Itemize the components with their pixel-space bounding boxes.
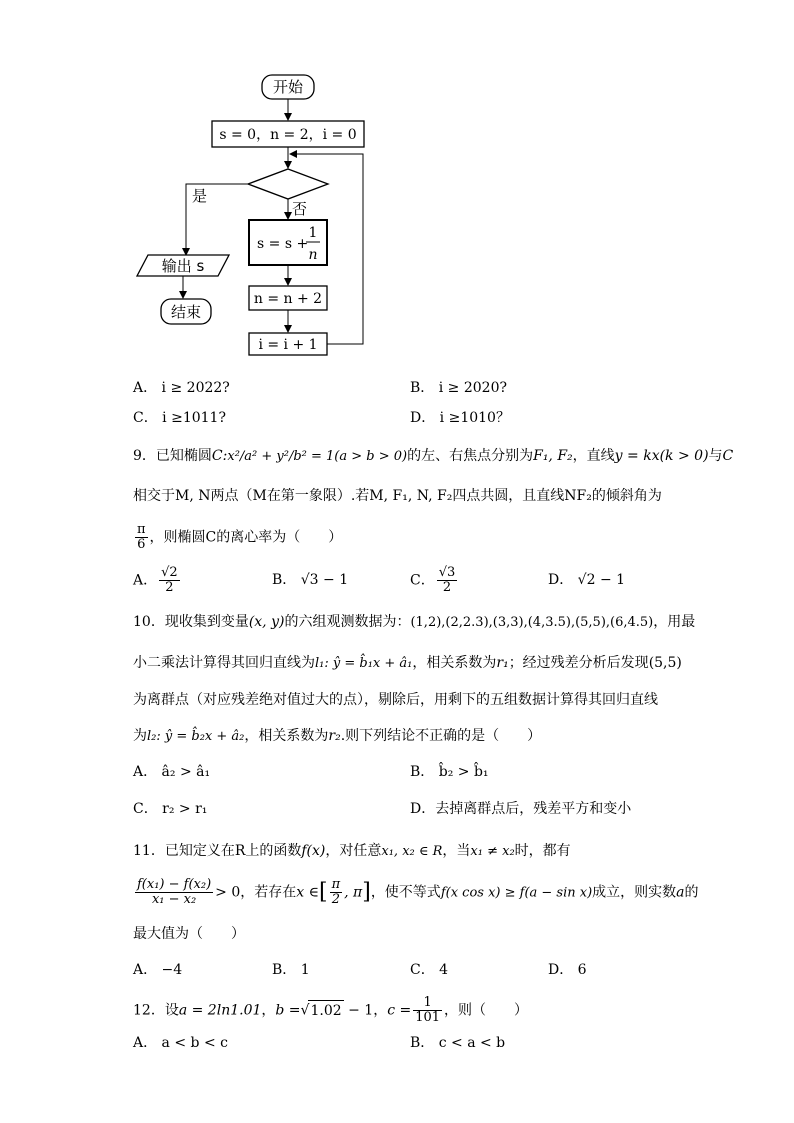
option-fraction xyxy=(159,566,180,595)
q12-option-b: B． c < a < b xyxy=(410,1035,506,1051)
fraction-denominator: 2 xyxy=(331,892,340,907)
q11-math: R xyxy=(234,843,246,859)
q10-option-a: A． â₂ > â₁ xyxy=(133,764,211,780)
q12-math: c = xyxy=(387,1002,412,1019)
q9-angle-fraction xyxy=(135,523,148,552)
q11-text: 时，都有 xyxy=(514,843,571,859)
q12-fraction xyxy=(413,996,442,1025)
q9-text: ，直线 xyxy=(572,448,615,464)
q12-math: − 1 xyxy=(343,1002,374,1019)
q8-option-b: B． i ≥ 2020? xyxy=(410,380,507,396)
no-label: 否 xyxy=(292,200,308,218)
q8-option-d: D． i ≥1010？ xyxy=(410,410,510,426)
q9-line2: 相交于M, N两点（M在第一象限）.若M, F₁, N, F₂四点共圆，且直线NF₂的倾斜角为 xyxy=(133,488,662,504)
q10-math: r₁ xyxy=(496,655,509,671)
q12-text: ， xyxy=(373,1002,388,1019)
q10-line4 xyxy=(133,726,541,747)
q11-line3: 最大值为（ ） xyxy=(133,926,245,942)
fraction-numerator: π xyxy=(137,522,146,537)
start-label: 开始 xyxy=(272,78,304,96)
q10-text: 10．现收集到变量 xyxy=(133,614,249,630)
q9-option-b: B． √3 − 1 xyxy=(272,572,349,588)
decision-diamond xyxy=(248,169,328,199)
q11-math: x₁, x₂ ∈ R xyxy=(381,844,443,859)
q11-math: x₁ ≠ x₂ xyxy=(470,844,515,859)
q10-line1 xyxy=(133,612,695,633)
option-label: C． xyxy=(410,572,435,589)
q9-text: 与 xyxy=(708,448,723,464)
q11-text: 上的函数 xyxy=(245,843,302,859)
q10-text: 为 xyxy=(133,728,147,744)
fraction-denominator: 2 xyxy=(165,580,174,595)
step1-numerator: 1 xyxy=(308,225,318,241)
q12-text: 12．设 xyxy=(133,1002,179,1019)
option-fraction xyxy=(437,566,458,595)
q10-text: 的六组观测数据为： xyxy=(284,614,411,630)
q11-math: , π xyxy=(344,884,363,901)
q9-text: 9．已知椭圆 xyxy=(133,448,212,464)
q9-ellipse-eq: x²/a² + y²/b² = 1(a > b > 0) xyxy=(227,449,408,464)
q10-math: (x, y) xyxy=(248,614,285,630)
q9-text: ，则椭圆C的离心率为（ ） xyxy=(149,529,343,546)
q9-text: 的左、右焦点分别为 xyxy=(407,448,534,464)
step3-label: i = i + 1 xyxy=(258,337,318,353)
q9-foci: F₁, F₂ xyxy=(533,448,573,464)
q9-option-a xyxy=(133,566,182,595)
q11-math: a xyxy=(676,884,685,901)
q11-difference-quotient xyxy=(135,878,213,907)
q9-line1 xyxy=(133,446,733,467)
q10-text: ，相关系数为 xyxy=(244,728,329,744)
q12-text: ， xyxy=(261,1002,276,1019)
q12-line1 xyxy=(133,996,528,1025)
q11-text: ，若存在 xyxy=(240,884,297,901)
q11-text: 成立，则实数 xyxy=(592,884,677,901)
option-label: A． xyxy=(133,572,158,589)
step1-label: s = s + xyxy=(257,236,309,252)
q12-text: ，则（ ） xyxy=(444,1002,529,1019)
q11-math: f(x cos x) ≥ f(a − sin x) xyxy=(440,885,593,901)
fraction-denominator: 6 xyxy=(137,537,146,552)
fraction-numerator: π xyxy=(331,877,341,892)
q8-option-c: C． i ≥1011? xyxy=(133,410,226,426)
q9-math: C xyxy=(722,448,734,464)
fraction-denominator: 2 xyxy=(442,580,452,595)
yes-label: 是 xyxy=(192,187,208,205)
flowchart xyxy=(120,62,380,362)
q11-line2 xyxy=(133,878,699,907)
q11-text: ，对任意 xyxy=(325,843,382,859)
q9-math: C: xyxy=(211,448,228,464)
fraction-denominator: x₁ − x₂ xyxy=(151,892,197,907)
q10-line2 xyxy=(133,653,682,674)
q11-text: 11．已知定义在 xyxy=(133,843,235,859)
q10-text: ，用最 xyxy=(653,614,696,630)
q11-math: x ∈ xyxy=(296,884,319,901)
fraction-numerator: 1 xyxy=(413,996,442,1011)
q10-line3: 为离群点（对应残差绝对值过大的点），剔除后，用剩下的五组数据计算得其回归直线 xyxy=(133,692,658,708)
q9-option-d: D． √2 − 1 xyxy=(548,572,626,588)
q10-option-c: C． r₂ > r₁ xyxy=(133,801,208,817)
q10-text: 小二乘法计算得其回归直线为 xyxy=(133,655,315,671)
right-bracket: ] xyxy=(362,879,371,905)
q12-radicand: 1.02 xyxy=(308,1000,343,1021)
fraction-numerator: f(x₁) − f(x₂) xyxy=(137,877,212,892)
q9-option-c xyxy=(410,566,459,595)
q10-text: ；经过残差分析后发现 xyxy=(508,655,649,671)
end-label: 结束 xyxy=(170,303,202,321)
q12-option-a: A． a < b < c xyxy=(133,1035,228,1051)
q11-option-d: D． 6 xyxy=(548,962,587,978)
q10-text: .则下列结论不正确的是（ ） xyxy=(340,728,542,744)
q9-line-eq: y = kx(k > 0) xyxy=(614,448,709,464)
q10-text: ，相关系数为 xyxy=(412,655,497,671)
q10-math: r₂ xyxy=(328,728,341,744)
q11-line1 xyxy=(133,841,571,862)
q10-math: l₁: ŷ = b̂₁x + â₁ xyxy=(315,656,413,671)
q11-option-b: B． 1 xyxy=(272,962,310,978)
q12-math: a = 2ln1.01 xyxy=(178,1002,262,1019)
q11-option-c: C． 4 xyxy=(410,962,449,978)
q11-interval-left xyxy=(330,878,343,907)
fraction-numerator: √2 xyxy=(161,565,178,580)
q10-data: (1,2),(2,2.3),(3,3),(4,3.5),(5,5),(6,4.5) xyxy=(410,615,654,630)
q11-math: > 0 xyxy=(215,884,241,901)
fraction-denominator: 101 xyxy=(415,1010,441,1025)
q10-option-d: D．去掉离群点后，残差平方和变小 xyxy=(410,801,632,817)
q11-text: ，当 xyxy=(442,843,471,859)
q10-math: (5,5) xyxy=(648,655,682,671)
step2-label: n = n + 2 xyxy=(253,291,323,307)
q8-option-a: A． i ≥ 2022? xyxy=(133,380,230,396)
init-label: s = 0，n = 2，i = 0 xyxy=(219,127,357,143)
q11-math: f(x) xyxy=(301,843,326,859)
fraction-numerator: √3 xyxy=(438,565,456,580)
q10-math: l₂: ŷ = b̂₂x + â₂ xyxy=(147,729,245,744)
q10-option-b: B． b̂₂ > b̂₁ xyxy=(410,764,489,780)
q11-option-a: A． −4 xyxy=(133,962,183,978)
q12-math: b = xyxy=(275,1002,301,1019)
output-label: 输出 s xyxy=(161,257,205,275)
q11-text: 的 xyxy=(684,884,699,901)
left-bracket: [ xyxy=(318,879,328,905)
q9-line3 xyxy=(133,523,342,552)
step1-denominator: n xyxy=(308,247,318,263)
sqrt-sign: √ xyxy=(300,1002,310,1019)
q11-text: ，使不等式 xyxy=(370,884,441,901)
